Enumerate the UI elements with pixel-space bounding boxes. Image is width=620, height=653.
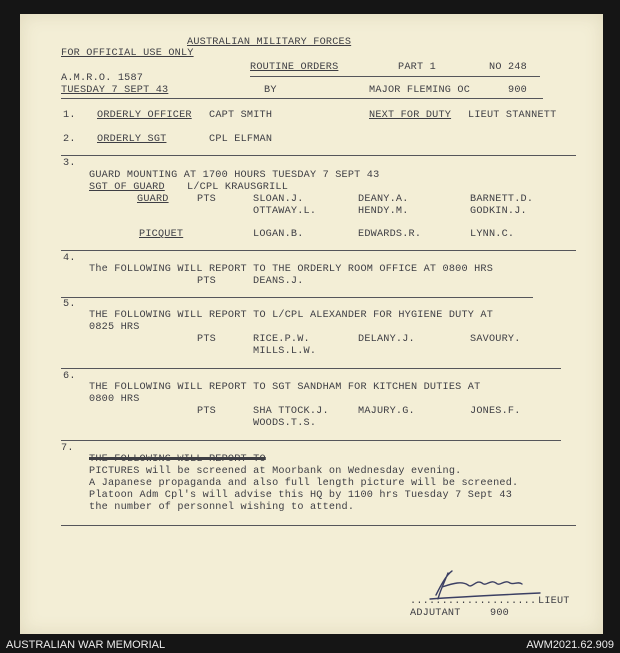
personnel-name: MAJURY.G. [358, 406, 415, 417]
notice-line: PICTURES will be screened at Moorbank on Wednesday evening. [89, 466, 462, 477]
part-number: PART 1 [398, 62, 436, 73]
date-rule [61, 98, 543, 99]
item-number: 3. [63, 158, 76, 169]
orderly-officer-label: ORDERLY OFFICER [97, 110, 192, 121]
signature-role: ADJUTANT [410, 608, 461, 619]
pts-label: PTS [197, 194, 216, 205]
guard-member: BARNETT.D. [470, 194, 534, 205]
guard-member: DEANY.A. [358, 194, 409, 205]
picquet-member: LYNN.C. [470, 229, 515, 240]
header-rule [250, 76, 540, 77]
signature-unit: 900 [490, 608, 509, 619]
classification: FOR OFFICIAL USE ONLY [61, 48, 194, 59]
issuer: MAJOR FLEMING OC [369, 85, 471, 96]
section-rule [61, 440, 561, 441]
amro-number: A.M.R.O. 1587 [61, 73, 144, 84]
struck-text: THE FOLLOWING WILL REPORT TO [89, 454, 266, 465]
next-for-duty-label: NEXT FOR DUTY [369, 110, 452, 121]
orderly-officer-name: CAPT SMITH [209, 110, 273, 121]
guard-member: SLOAN.J. [253, 194, 304, 205]
notice-line: the number of personnel wishing to attend. [89, 502, 355, 513]
item-number: 2. [63, 134, 76, 145]
item-number: 1. [63, 110, 76, 121]
footer-right: AWM2021.62.909 [526, 639, 614, 651]
by-label: BY [264, 85, 277, 96]
section-rule [61, 368, 561, 369]
personnel-name: DEANS.J. [253, 276, 304, 287]
guard-member: HENDY.M. [358, 206, 409, 217]
item-number: 5. [63, 299, 76, 310]
footer-left: AUSTRALIAN WAR MEMORIAL [6, 639, 166, 651]
section-rule [61, 297, 533, 298]
notice-line: A Japanese propaganda and also full length picture will be screened. [89, 478, 519, 489]
section-rule [61, 525, 576, 526]
item-number: 4. [63, 253, 76, 264]
pts-label: PTS [197, 406, 216, 417]
item-number: 6. [63, 371, 76, 382]
guard-mounting-text: GUARD MOUNTING AT 1700 HOURS TUESDAY 7 SEPT 43 [89, 170, 380, 181]
next-for-duty-name: LIEUT STANNETT [468, 110, 557, 121]
personnel-name: WOODS.T.S. [253, 418, 317, 429]
picquet-member: EDWARDS.R. [358, 229, 422, 240]
order-date: TUESDAY 7 SEPT 43 [61, 85, 169, 96]
notice-line: Platoon Adm Cpl's will advise this HQ by 1100 hrs Tuesday 7 Sept 43 [89, 490, 513, 501]
orderly-sgt-name: CPL ELFMAN [209, 134, 273, 145]
section-rule [61, 155, 576, 156]
personnel-name: RICE.P.W. [253, 334, 310, 345]
guard-member: GODKIN.J. [470, 206, 527, 217]
item5-text: 0825 HRS [89, 322, 140, 333]
sgt-of-guard-label: SGT OF GUARD [89, 182, 165, 193]
item5-text: THE FOLLOWING WILL REPORT TO L/CPL ALEXANDER FOR HYGIENE DUTY AT [89, 310, 494, 321]
item-number: 7. [61, 443, 74, 454]
personnel-name: SHA TTOCK.J. [253, 406, 329, 417]
picquet-label: PICQUET [139, 229, 184, 240]
personnel-name: SAVOURY. [470, 334, 521, 345]
sgt-of-guard-name: L/CPL KRAUSGRILL [187, 182, 289, 193]
pts-label: PTS [197, 276, 216, 287]
personnel-name: JONES.F. [470, 406, 521, 417]
issuer-unit: 900 [508, 85, 527, 96]
signature-dots: .................... [410, 596, 537, 607]
guard-member: OTTAWAY.L. [253, 206, 317, 217]
order-number: NO 248 [489, 62, 527, 73]
personnel-name: MILLS.L.W. [253, 346, 317, 357]
personnel-name: DELANY.J. [358, 334, 415, 345]
picquet-member: LOGAN.B. [253, 229, 304, 240]
orderly-sgt-label: ORDERLY SGT [97, 134, 167, 145]
item6-text: 0800 HRS [89, 394, 140, 405]
pts-label: PTS [197, 334, 216, 345]
org-title: AUSTRALIAN MILITARY FORCES [187, 37, 352, 48]
guard-label: GUARD [137, 194, 169, 205]
signature-rank: LIEUT [538, 596, 570, 607]
orders-title: ROUTINE ORDERS [250, 62, 339, 73]
item4-text: The FOLLOWING WILL REPORT TO THE ORDERLY ROOM OFFICE AT 0800 HRS [89, 264, 494, 275]
item6-text: THE FOLLOWING WILL REPORT TO SGT SANDHAM FOR KITCHEN DUTIES AT [89, 382, 481, 393]
section-rule [61, 250, 576, 251]
